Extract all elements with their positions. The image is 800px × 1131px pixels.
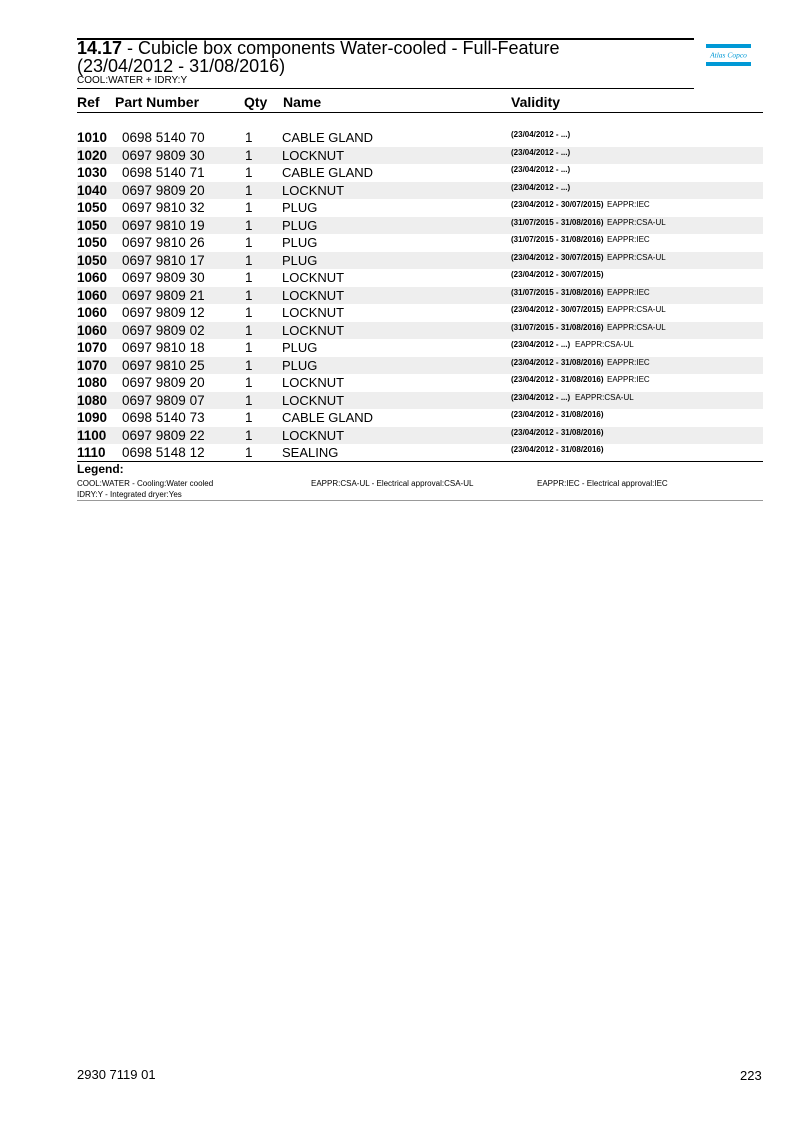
- cell-part-number: 0697 9810 19: [122, 217, 205, 233]
- section-title: - Cubicle box components Water-cooled - Full-Feature (23/04/2012 - 31/08/2016): [77, 38, 560, 76]
- cell-validity: (23/04/2012 - 30/07/2015): [511, 252, 604, 262]
- section-number: 14.17: [77, 38, 123, 58]
- cell-ref: 1060: [77, 322, 108, 338]
- logo-text: Atlas Copco: [710, 50, 747, 60]
- cell-qty: 1: [245, 252, 253, 268]
- cell-feature: EAPPR:CSA-UL: [607, 305, 666, 314]
- cell-part-number: 0697 9810 25: [122, 357, 205, 373]
- cell-validity: (31/07/2015 - 31/08/2016): [511, 217, 604, 227]
- cell-name: LOCKNUT: [282, 322, 345, 338]
- cell-feature: EAPPR:CSA-UL: [607, 217, 666, 227]
- table-row: [77, 217, 763, 235]
- cell-name: PLUG: [282, 235, 318, 250]
- table-row: [77, 339, 763, 357]
- column-header-validity: Validity: [511, 94, 561, 110]
- cell-ref: 1110: [77, 445, 106, 460]
- cell-ref: 1060: [77, 270, 108, 285]
- cell-name: LOCKNUT: [282, 392, 345, 408]
- page-title: [77, 39, 637, 75]
- cell-feature: EAPPR:IEC: [607, 200, 650, 209]
- cell-ref: 1070: [77, 340, 108, 355]
- cell-feature: EAPPR:CSA-UL: [607, 322, 666, 332]
- cell-ref: 1090: [77, 410, 108, 425]
- cell-name: PLUG: [282, 217, 318, 233]
- table-row: [77, 444, 763, 462]
- cell-qty: 1: [245, 165, 253, 180]
- cell-qty: 1: [245, 287, 253, 303]
- table-row: [77, 252, 763, 270]
- cell-validity: (31/07/2015 - 31/08/2016): [511, 322, 604, 332]
- table-row: [77, 374, 763, 392]
- cell-name: LOCKNUT: [282, 375, 345, 390]
- cell-part-number: 0697 9810 26: [122, 235, 205, 250]
- cell-name: PLUG: [282, 200, 318, 215]
- cell-ref: 1070: [77, 357, 108, 373]
- cell-name: SEALING: [282, 445, 339, 460]
- cell-name: CABLE GLAND: [282, 130, 374, 145]
- cell-qty: 1: [245, 357, 253, 373]
- cell-part-number: 0697 9809 12: [122, 305, 205, 320]
- cell-name: LOCKNUT: [282, 147, 345, 163]
- cell-validity: (23/04/2012 - 31/08/2016): [511, 357, 604, 367]
- cell-validity: (31/07/2015 - 31/08/2016): [511, 287, 604, 297]
- cell-ref: 1010: [77, 130, 108, 145]
- cell-ref: 1050: [77, 200, 108, 215]
- cell-ref: 1050: [77, 252, 108, 268]
- cell-name: CABLE GLAND: [282, 410, 374, 425]
- cell-ref: 1060: [77, 287, 108, 303]
- cell-feature: EAPPR:IEC: [607, 235, 650, 244]
- cell-validity: (23/04/2012 - 30/07/2015): [511, 305, 604, 314]
- cell-name: LOCKNUT: [282, 182, 345, 198]
- cell-name: LOCKNUT: [282, 287, 345, 303]
- table-row: [77, 269, 763, 287]
- cell-part-number: 0698 5140 71: [122, 165, 205, 180]
- cell-part-number: 0697 9809 02: [122, 322, 205, 338]
- cell-qty: 1: [245, 322, 253, 338]
- cell-ref: 1100: [77, 427, 107, 443]
- table-row: [77, 409, 763, 427]
- cell-qty: 1: [245, 270, 253, 285]
- column-header-qty: Qty: [244, 94, 268, 110]
- table-row: [77, 357, 763, 375]
- legend-item: COOL:WATER - Cooling:Water cooled: [77, 479, 214, 488]
- legend-item: IDRY:Y - Integrated dryer:Yes: [77, 490, 182, 499]
- cell-validity: (23/04/2012 - 30/07/2015): [511, 200, 604, 209]
- cell-validity: (23/04/2012 - 31/08/2016): [511, 427, 604, 437]
- cell-name: PLUG: [282, 357, 318, 373]
- cell-part-number: 0697 9810 32: [122, 200, 205, 215]
- cell-feature: EAPPR:CSA-UL: [575, 392, 634, 402]
- table-row: [77, 322, 763, 340]
- cell-validity: (23/04/2012 - ...): [511, 165, 571, 174]
- cell-validity: (31/07/2015 - 31/08/2016): [511, 235, 604, 244]
- cell-ref: 1040: [77, 182, 108, 198]
- column-header-part-number: Part Number: [115, 94, 200, 110]
- table-end-rule: [77, 461, 763, 462]
- cell-qty: 1: [245, 182, 253, 198]
- cell-ref: 1050: [77, 235, 108, 250]
- legend-title: Legend:: [77, 462, 124, 476]
- table-row: [77, 129, 763, 147]
- cell-qty: 1: [245, 235, 253, 250]
- cell-qty: 1: [245, 340, 253, 355]
- cell-ref: 1060: [77, 305, 108, 320]
- cell-qty: 1: [245, 427, 253, 443]
- atlas-copco-logo: [706, 44, 751, 66]
- cell-validity: (23/04/2012 - ...): [511, 340, 571, 349]
- cell-name: PLUG: [282, 252, 318, 268]
- cell-feature: EAPPR:CSA-UL: [607, 252, 666, 262]
- cell-part-number: 0697 9809 07: [122, 392, 205, 408]
- cell-qty: 1: [245, 147, 253, 163]
- cell-ref: 1080: [77, 375, 108, 390]
- cell-validity: (23/04/2012 - 31/08/2016): [511, 410, 604, 419]
- cell-qty: 1: [245, 200, 253, 215]
- cell-feature: EAPPR:IEC: [607, 375, 650, 384]
- table-row: [77, 164, 763, 182]
- cell-name: CABLE GLAND: [282, 165, 374, 180]
- table-row: [77, 234, 763, 252]
- cell-qty: 1: [245, 445, 253, 460]
- page-number: 223: [740, 1068, 762, 1083]
- cell-qty: 1: [245, 392, 253, 408]
- cell-name: LOCKNUT: [282, 305, 345, 320]
- cell-name: LOCKNUT: [282, 270, 345, 285]
- table-row: [77, 287, 763, 305]
- table-row: [77, 304, 763, 322]
- cell-validity: (23/04/2012 - ...): [511, 130, 571, 139]
- cell-part-number: 0698 5140 73: [122, 410, 205, 425]
- table-row: [77, 147, 763, 165]
- cell-part-number: 0697 9810 18: [122, 340, 205, 355]
- cell-validity: (23/04/2012 - 30/07/2015): [511, 270, 604, 279]
- table-row: [77, 427, 763, 445]
- cell-qty: 1: [245, 130, 253, 145]
- cell-name: PLUG: [282, 340, 318, 355]
- cell-name: LOCKNUT: [282, 427, 345, 443]
- cell-part-number: 0697 9809 21: [122, 287, 205, 303]
- cell-part-number: 0697 9809 30: [122, 147, 205, 163]
- cell-qty: 1: [245, 305, 253, 320]
- cell-validity: (23/04/2012 - ...): [511, 147, 571, 157]
- cell-part-number: 0698 5140 70: [122, 130, 205, 145]
- parts-table: [77, 129, 763, 462]
- legend-item: EAPPR:IEC - Electrical approval:IEC: [537, 479, 668, 488]
- cell-qty: 1: [245, 217, 253, 233]
- legend-rule: [77, 500, 763, 501]
- cell-part-number: 0697 9809 20: [122, 375, 205, 390]
- cell-ref: 1030: [77, 165, 108, 180]
- cell-validity: (23/04/2012 - ...): [511, 392, 571, 402]
- cell-part-number: 0697 9810 17: [122, 252, 205, 268]
- cell-qty: 1: [245, 375, 253, 390]
- cell-part-number: 0698 5148 12: [122, 445, 205, 460]
- table-row: [77, 199, 763, 217]
- cell-validity: (23/04/2012 - ...): [511, 182, 571, 192]
- column-header-name: Name: [283, 94, 322, 110]
- table-row: [77, 182, 763, 200]
- document-number: 2930 7119 01: [77, 1067, 156, 1082]
- cell-part-number: 0697 9809 30: [122, 270, 205, 285]
- cell-feature: EAPPR:IEC: [607, 287, 650, 297]
- cell-ref: 1080: [77, 392, 108, 408]
- column-header-ref: Ref: [77, 94, 100, 110]
- cell-part-number: 0697 9809 20: [122, 182, 205, 198]
- cell-feature: EAPPR:CSA-UL: [575, 340, 634, 349]
- cell-validity: (23/04/2012 - 31/08/2016): [511, 375, 604, 384]
- cell-qty: 1: [245, 410, 253, 425]
- table-row: [77, 392, 763, 410]
- cell-feature: EAPPR:IEC: [607, 357, 650, 367]
- feature-condition: COOL:WATER + IDRY:Y: [77, 75, 188, 86]
- cell-ref: 1020: [77, 147, 108, 163]
- header-rule: [77, 112, 763, 113]
- cell-ref: 1050: [77, 217, 108, 233]
- cell-validity: (23/04/2012 - 31/08/2016): [511, 445, 604, 454]
- title-bottom-rule: [77, 88, 694, 89]
- legend-item: EAPPR:CSA-UL - Electrical approval:CSA-UL: [311, 479, 474, 488]
- cell-part-number: 0697 9809 22: [122, 427, 205, 443]
